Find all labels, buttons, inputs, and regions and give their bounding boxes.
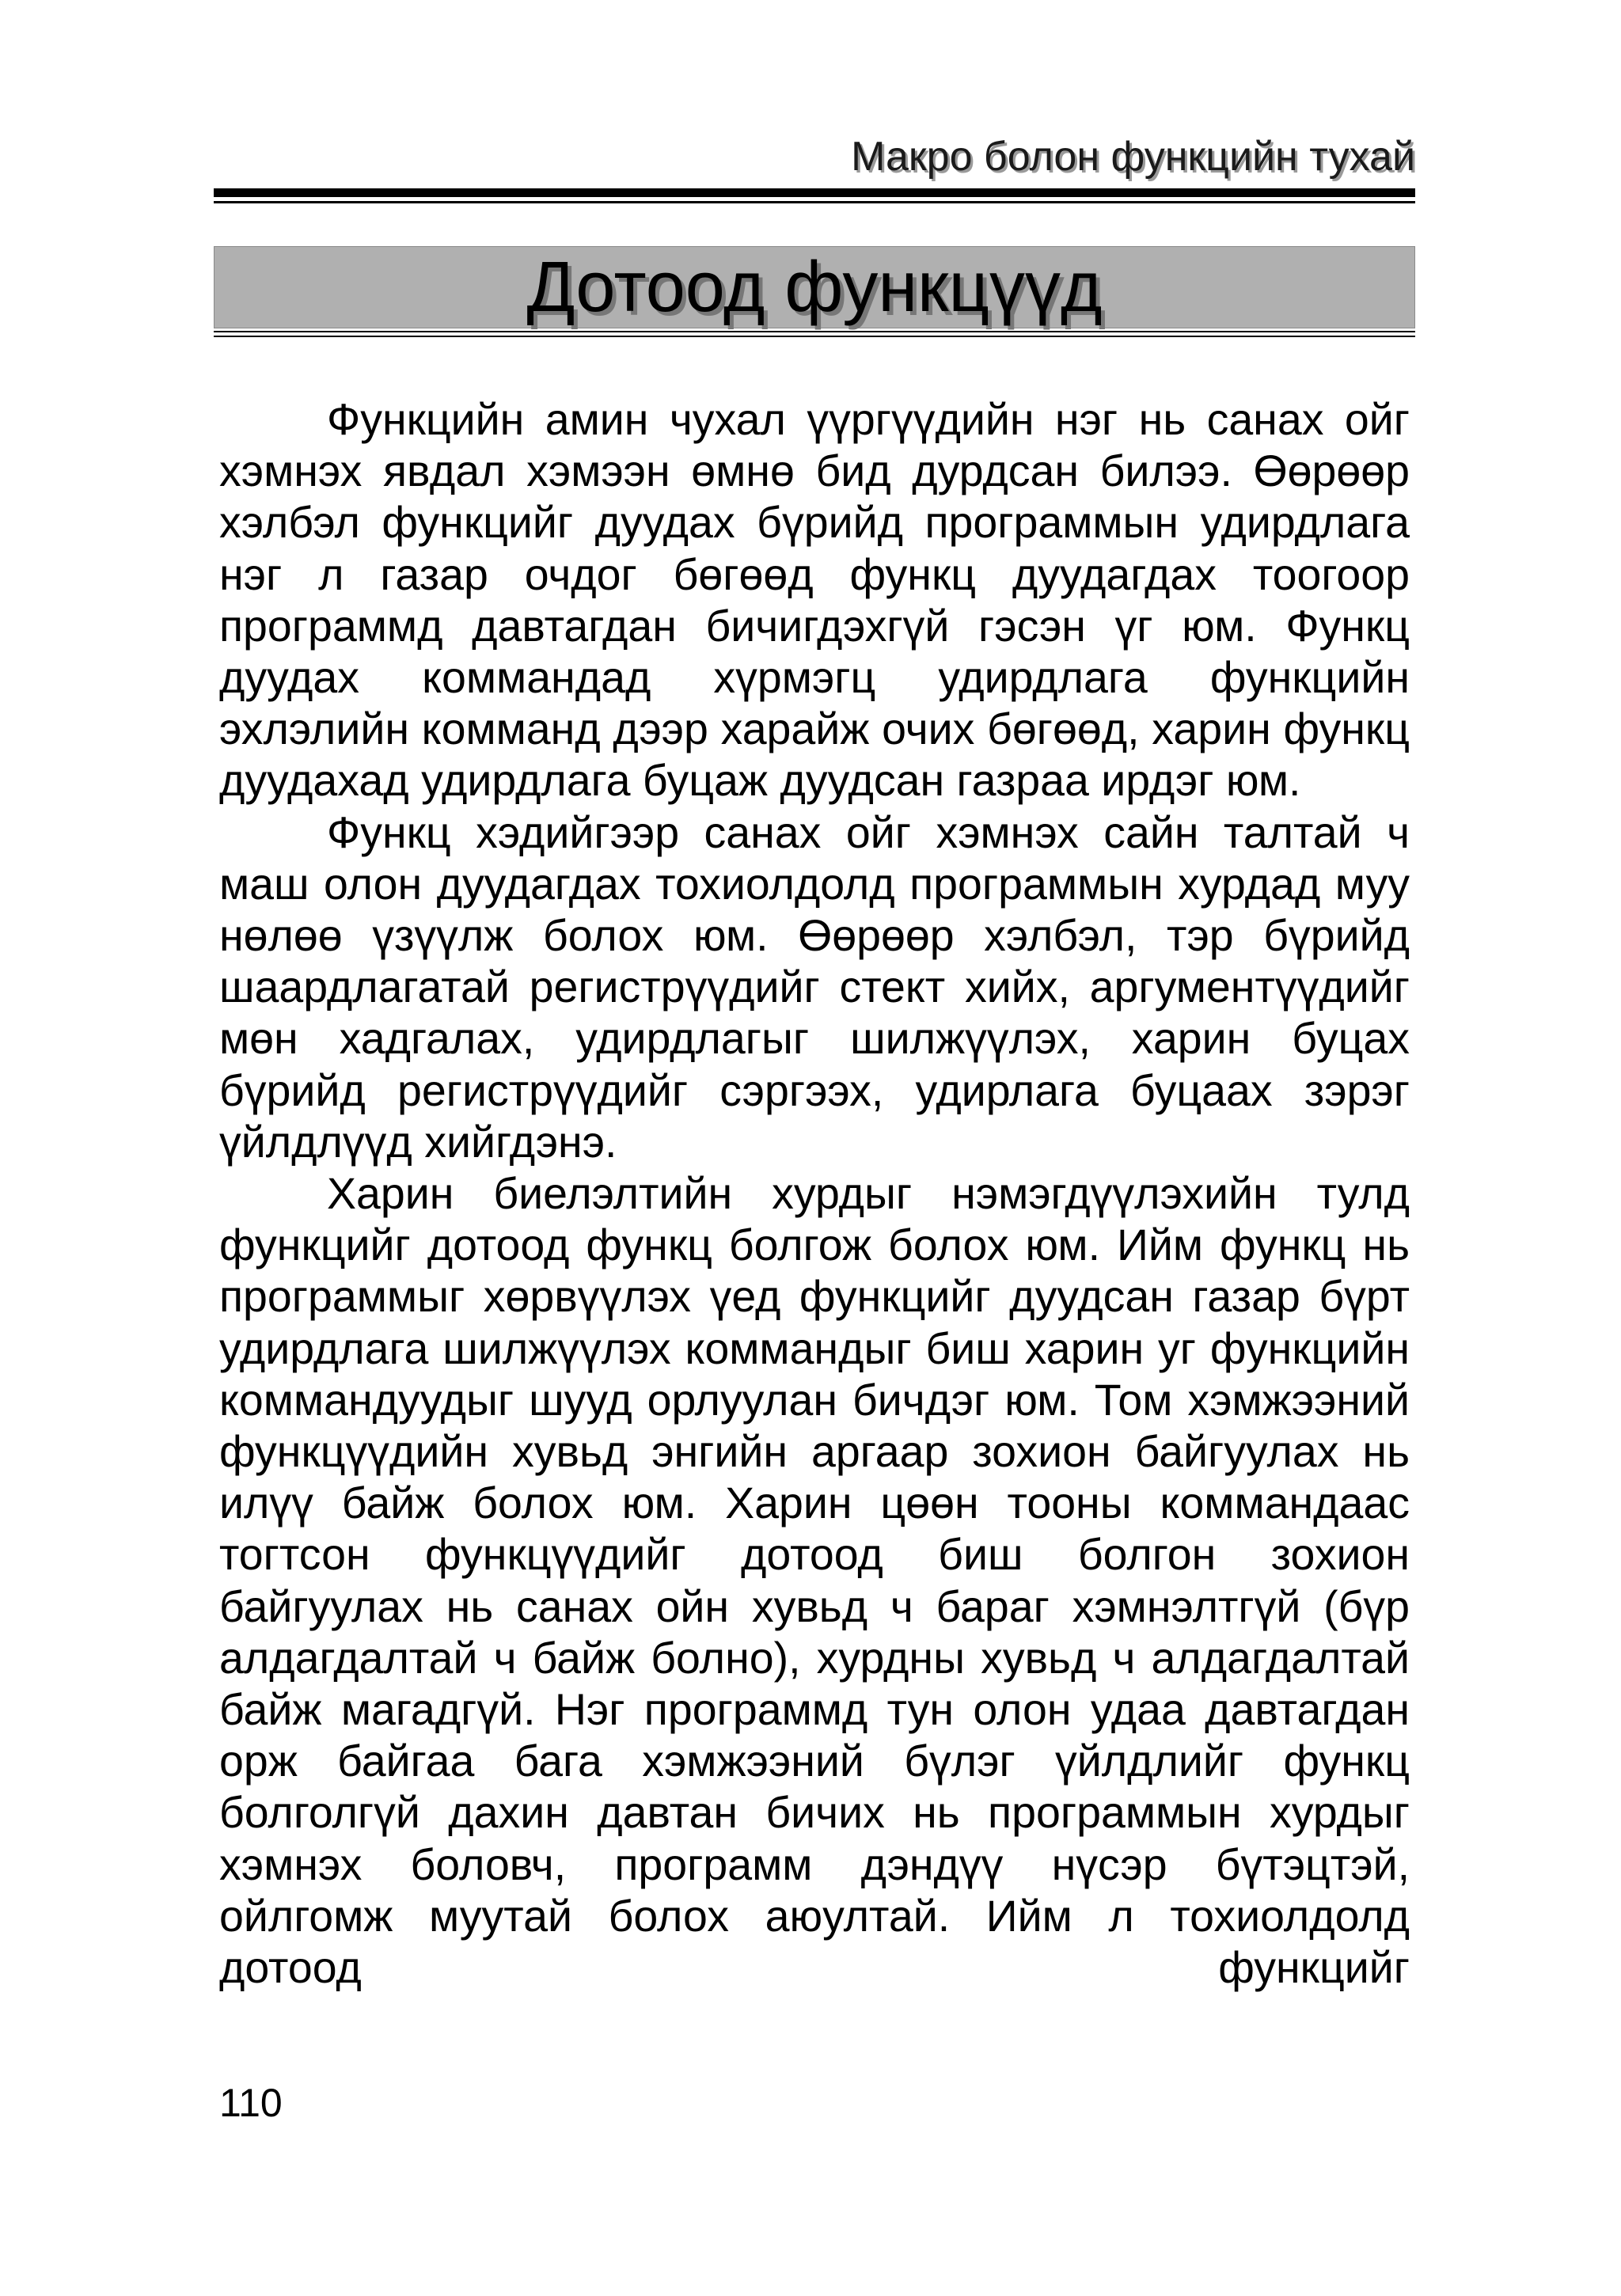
header-rule-thin bbox=[214, 201, 1415, 203]
header-rule-thick bbox=[214, 188, 1415, 197]
title-underline-rule-double bbox=[214, 336, 1415, 337]
page-number: 110 bbox=[219, 2081, 283, 2125]
paragraph: Функц хэдийгээр санах ойг хэмнэх сайн талтай ч маш олон дуудагдах тохиолдолд программын хурдад муу нөлөө үзүүлж болох юм. Өөрөөр хэлбэл, тэр бүрийд шаардлагатай регистрүүдийг стект хийх, аргументүүдийг мөн хадгалах, удирдлагыг шилжүүлэх, харин буцах бүрийд регистрүүдийг сэргээх, удирлага буцаах зэрэг үйлдлүүд хийгдэнэ. bbox=[219, 807, 1410, 1167]
paragraph: Функцийн амин чухал үүргүүдийн нэг нь санах ойг хэмнэх явдал хэмээн өмнө бид дурдсан билээ. Өөрөөр хэлбэл функцийг дуудах бүрийд программын удирдлага нэг л газар очдог бөгөөд функц дуудагдах тоогоор программд давтагдан бичигдэхгүй гэсэн үг юм. Функц дуудах коммандад хүрмэгц удирдлага функцийн эхлэлийн комманд дээр харайж очих бөгөөд, харин функц дуудахад удирдлага буцаж дуудсан газраа ирдэг юм. bbox=[219, 395, 1410, 806]
running-header: Макро болон функцийн тухай bbox=[851, 134, 1415, 180]
body-text bbox=[219, 394, 1410, 1994]
section-title-box bbox=[214, 246, 1415, 328]
paragraph: Харин биелэлтийн хурдыг нэмэгдүүлэхийн тулд функцийг дотоод функц болгож болох юм. Ийм функц нь программыг хөрвүүлэх үед функцийг дуудсан газар бүрт удирдлага шилжүүлэх коммандыг биш харин уг функцийн коммандуудыг шууд орлуулан бичдэг юм. Том хэмжээний функцүүдийн хувьд энгийн аргаар зохион байгуулах нь илүү байж болох юм. Харин цөөн тооны коммандаас тогтсон функцүүдийг дотоод биш болгон зохион байгуулах нь санах ойн хувьд ч бараг хэмнэлтгүй (бүр алдагдалтай ч байж болно), хурдны хувьд ч алдагдалтай байж магадгүй. Нэг программд тун олон удаа давтагдан орж байгаа бага хэмжээний бүлэг үйлдлийг функц болголгүй дахин давтан бичих нь программын хурдыг хэмнэх боловч, программ дэндүү нүсэр бүтэцтэй, ойлгомж муутай болох аюултай. Ийм л тохиолдолд дотоод функцийг bbox=[219, 1169, 1410, 1993]
section-title: Дотоод функцүүд bbox=[526, 248, 1103, 327]
title-underline-rule bbox=[214, 331, 1415, 332]
